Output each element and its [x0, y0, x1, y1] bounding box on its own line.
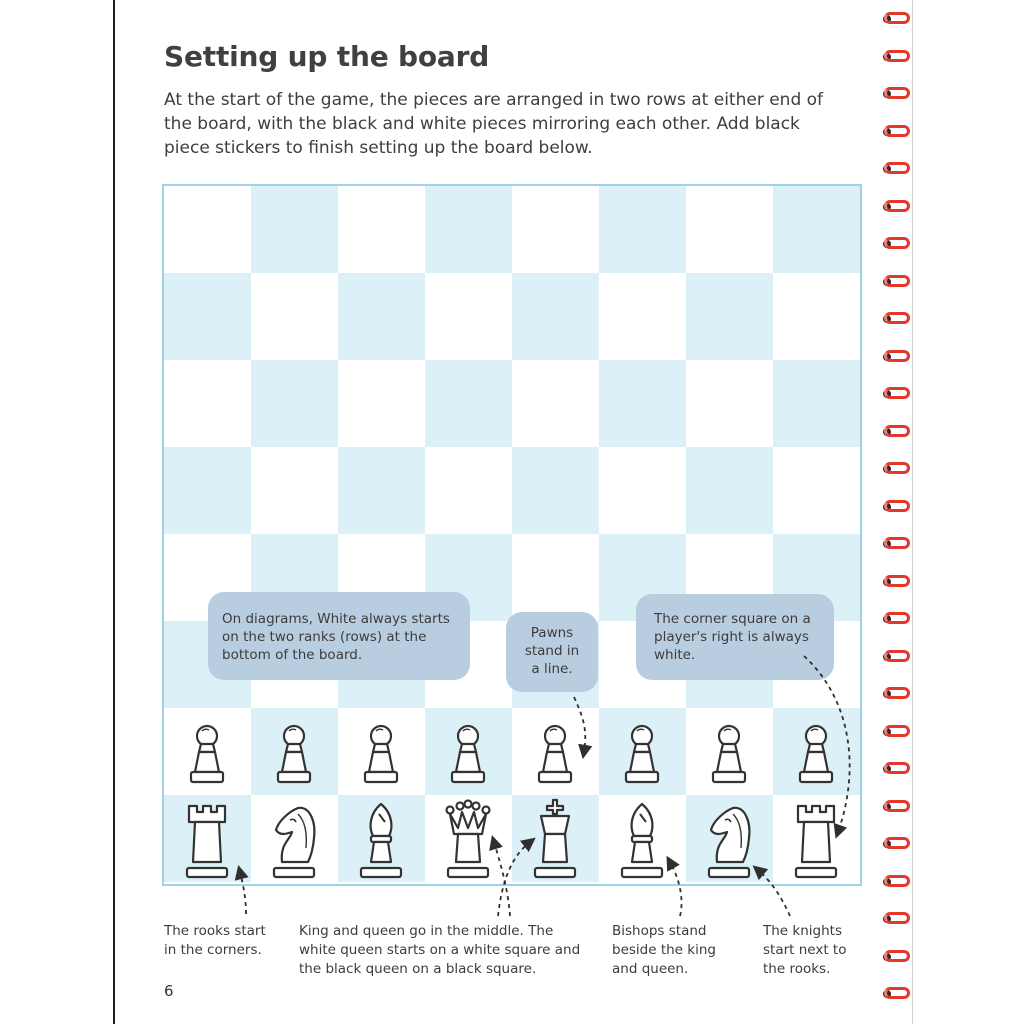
binding-ring	[880, 198, 914, 216]
knights-caption: The knights start next to the rooks.	[763, 923, 847, 977]
page-title: Setting up the board	[164, 40, 490, 73]
binding-ring	[880, 835, 914, 853]
board-square	[251, 447, 338, 534]
rooks-caption: The rooks start in the corners.	[164, 923, 266, 958]
spiral-binding	[880, 10, 920, 1020]
board-square	[425, 360, 512, 447]
board-square	[425, 273, 512, 360]
board-square	[512, 273, 599, 360]
board-square	[338, 447, 425, 534]
binding-ring	[880, 123, 914, 141]
binding-ring	[880, 460, 914, 478]
binding-ring	[880, 910, 914, 928]
board-square	[164, 273, 251, 360]
board-square	[773, 273, 860, 360]
binding-ring	[880, 535, 914, 553]
binding-ring	[880, 685, 914, 703]
board-square	[164, 360, 251, 447]
king-icon	[529, 800, 581, 880]
pawn-icon	[703, 718, 755, 798]
board-square	[338, 273, 425, 360]
bishop-icon	[616, 800, 668, 880]
board-square	[251, 273, 338, 360]
binding-ring	[880, 873, 914, 891]
binding-ring	[880, 160, 914, 178]
pawn-icon	[616, 718, 668, 798]
binding-ring	[880, 648, 914, 666]
board-square	[251, 186, 338, 273]
board-square	[599, 186, 686, 273]
board-square	[512, 186, 599, 273]
white-start-bubble: On diagrams, White always starts on the two ranks (rows) at the bottom of the board.	[208, 592, 470, 680]
board-square	[512, 447, 599, 534]
king-queen-caption: King and queen go in the middle. The white queen starts on a white square and the black queen on a black square.	[299, 923, 581, 977]
page-number: 6	[164, 982, 174, 1000]
pawns-bubble: Pawns stand in a line.	[506, 612, 598, 692]
binding-ring	[880, 273, 914, 291]
pawn-icon	[529, 718, 581, 798]
board-square	[773, 360, 860, 447]
pawn-icon	[181, 718, 233, 798]
binding-ring	[880, 10, 914, 28]
board-square	[599, 447, 686, 534]
binding-ring	[880, 385, 914, 403]
knight-icon	[703, 800, 755, 880]
binding-ring	[880, 985, 914, 1003]
board-square	[512, 534, 599, 621]
binding-ring	[880, 348, 914, 366]
binding-ring	[880, 48, 914, 66]
board-square	[338, 360, 425, 447]
binding-ring	[880, 610, 914, 628]
board-square	[425, 186, 512, 273]
board-square	[773, 447, 860, 534]
binding-ring	[880, 310, 914, 328]
board-square	[686, 186, 773, 273]
board-square	[512, 360, 599, 447]
board-square	[599, 360, 686, 447]
board-square	[686, 273, 773, 360]
binding-ring	[880, 235, 914, 253]
board-square	[164, 186, 251, 273]
queen-icon	[442, 800, 494, 880]
board-square	[773, 186, 860, 273]
bishop-icon	[355, 800, 407, 880]
binding-ring	[880, 423, 914, 441]
binding-ring	[880, 798, 914, 816]
corner-square-bubble: The corner square on a player's right is always white.	[636, 594, 834, 680]
pawn-icon	[442, 718, 494, 798]
chessboard	[162, 184, 862, 886]
board-square	[251, 360, 338, 447]
board-square	[338, 186, 425, 273]
binding-ring	[880, 573, 914, 591]
board-square	[425, 447, 512, 534]
binding-ring	[880, 760, 914, 778]
knight-icon	[268, 800, 320, 880]
binding-ring	[880, 498, 914, 516]
binding-ring	[880, 85, 914, 103]
board-square	[686, 360, 773, 447]
pawn-icon	[355, 718, 407, 798]
rook-icon	[181, 800, 233, 880]
board-square	[164, 447, 251, 534]
rook-icon	[790, 800, 842, 880]
board-square	[599, 273, 686, 360]
pawn-icon	[790, 718, 842, 798]
pawn-icon	[268, 718, 320, 798]
board-square	[686, 447, 773, 534]
binding-ring	[880, 948, 914, 966]
bishops-caption: Bishops stand beside the king and queen.	[612, 923, 716, 977]
binding-ring	[880, 723, 914, 741]
intro-text: At the start of the game, the pieces are arranged in two rows at either end of the board, with the black and white pieces mirroring each other. Add black piece stickers to finish setting up the board below.	[164, 90, 824, 158]
